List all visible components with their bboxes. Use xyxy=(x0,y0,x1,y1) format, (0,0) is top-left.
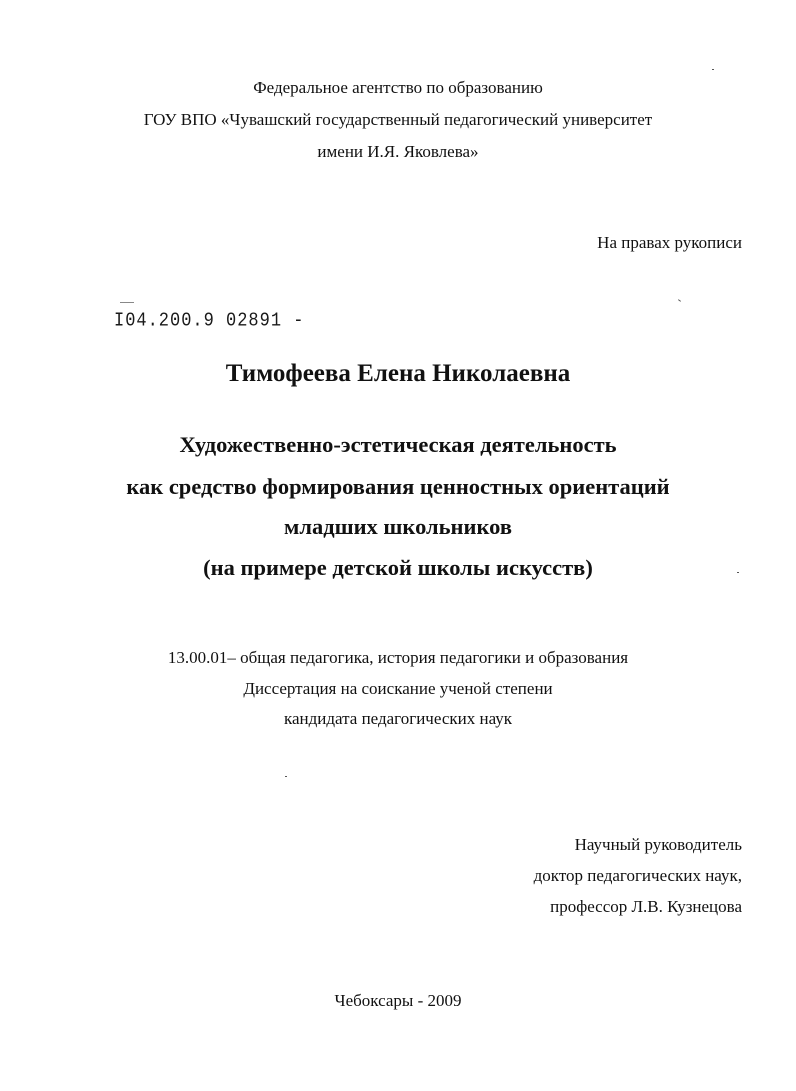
title-line-2: как средство формирования ценностных ориентаций xyxy=(126,474,670,499)
title-line-1: Художественно-эстетическая деятельность xyxy=(179,432,617,457)
scan-speck xyxy=(712,69,714,70)
university-name-line-2: имени И.Я. Яковлева» xyxy=(317,142,479,161)
agency-name: Федеральное агентство по образованию xyxy=(253,78,543,97)
university-name-line-1: ГОУ ВПО «Чувашский государственный педагогический университет xyxy=(143,110,653,129)
supervisor-name: профессор Л.В. Кузнецова xyxy=(550,897,742,916)
author-name: Тимофеева Елена Николаевна xyxy=(225,360,571,387)
candidate-degree: кандидата педагогических наук xyxy=(283,709,513,728)
title-line-3: младших школьников xyxy=(284,514,512,539)
supervisor-role: Научный руководитель xyxy=(574,835,742,854)
supervisor-degree: доктор педагогических наук, xyxy=(533,866,742,885)
scan-speck xyxy=(285,776,287,777)
archive-stamp: I04.200.9 02891 - xyxy=(114,311,305,333)
dissertation-statement: Диссертация на соискание ученой степени xyxy=(243,679,553,698)
city-year: Чебоксары - 2009 xyxy=(334,991,462,1010)
title-line-4: (на примере детской школы искусств) xyxy=(203,555,593,580)
scan-speck xyxy=(737,572,739,573)
specialty-code: 13.00.01– общая педагогика, история педагогики и образования xyxy=(167,648,629,667)
scan-speck xyxy=(678,299,681,302)
manuscript-note: На правах рукописи xyxy=(597,233,742,252)
scan-speck xyxy=(120,302,134,303)
